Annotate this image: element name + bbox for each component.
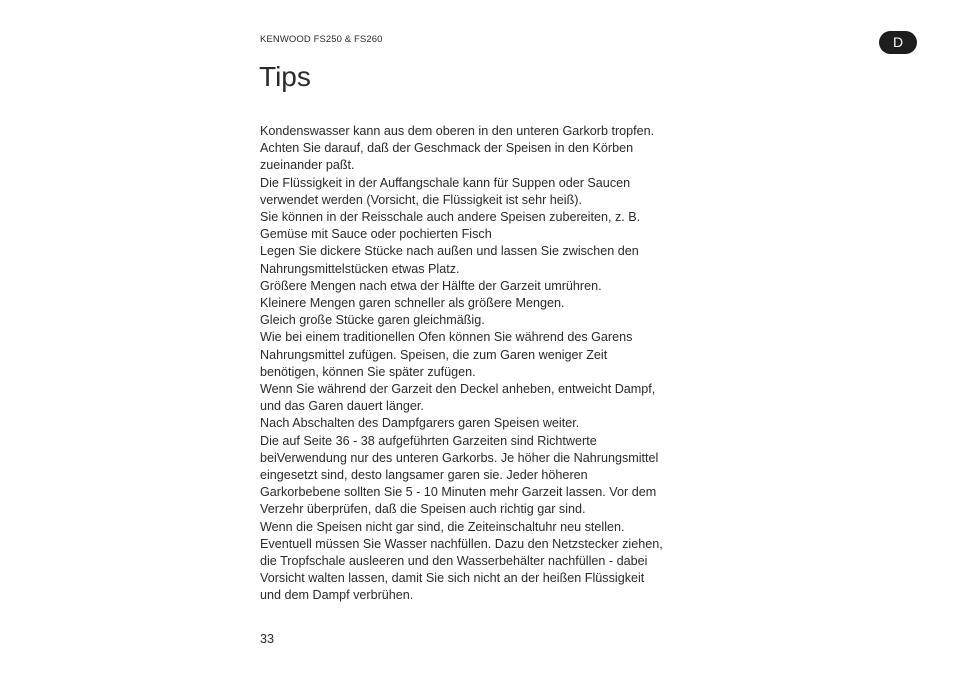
- body-line: die Tropfschale ausleeren und den Wasserbehälter nachfüllen - dabei: [260, 554, 648, 569]
- body-line: beiVerwendung nur des unteren Garkorbs. Je höher die Nahrungsmittel: [260, 450, 659, 465]
- body-line: Die Flüssigkeit in der Auffangschale kann für Suppen oder Saucen: [260, 175, 631, 190]
- body-line: verwendet werden (Vorsicht, die Flüssigkeit ist sehr heiß).: [260, 192, 582, 207]
- document-header: KENWOOD FS250 & FS260: [260, 34, 383, 45]
- body-line: zueinander paßt.: [260, 158, 355, 173]
- language-badge: D: [879, 31, 917, 54]
- page-title: Tips: [259, 61, 311, 92]
- body-line: Achten Sie darauf, daß der Geschmack der Speisen in den Körben: [260, 141, 634, 156]
- body-line: Nach Abschalten des Dampfgarers garen Speisen weiter.: [260, 416, 580, 431]
- body-line: Garkorbebene sollten Sie 5 - 10 Minuten mehr Garzeit lassen. Vor dem: [260, 485, 657, 500]
- body-line: Legen Sie dickere Stücke nach außen und lassen Sie zwischen den: [260, 244, 639, 259]
- page-number: 33: [260, 632, 275, 646]
- body-line: Wenn Sie während der Garzeit den Deckel anheben, entweicht Dampf,: [260, 382, 656, 397]
- body-line: Eventuell müssen Sie Wasser nachfüllen. Dazu den Netzstecker ziehen,: [260, 536, 663, 551]
- body-line: Wenn die Speisen nicht gar sind, die Zeiteinschaltuhr neu stellen.: [260, 519, 625, 534]
- body-line: eingesetzt sind, desto langsamer garen sie. Jeder höheren: [260, 468, 588, 483]
- body-line: Kleinere Mengen garen schneller als größere Mengen.: [260, 296, 565, 311]
- tips-body: [260, 123, 700, 605]
- body-line: Kondenswasser kann aus dem oberen in den unteren Garkorb tropfen.: [260, 124, 655, 138]
- body-line: Wie bei einem traditionellen Ofen können Sie während des Garens: [260, 330, 633, 345]
- body-line: Größere Mengen nach etwa der Hälfte der Garzeit umrühren.: [260, 278, 602, 293]
- body-line: Nahrungsmittel zufügen. Speisen, die zum Garen weniger Zeit: [260, 347, 608, 362]
- body-line: und das Garen dauert länger.: [260, 399, 424, 414]
- body-line: Sie können in der Reisschale auch andere Speisen zubereiten, z. B.: [260, 210, 641, 225]
- body-line: Gleich große Stücke garen gleichmäßig.: [260, 313, 485, 328]
- body-line: Verzehr überprüfen, daß die Speisen auch richtig gar sind.: [260, 502, 586, 517]
- body-line: Nahrungsmittelstücken etwas Platz.: [260, 261, 460, 276]
- body-line: und dem Dampf verbrühen.: [260, 588, 414, 603]
- body-line: Die auf Seite 36 - 38 aufgeführten Garzeiten sind Richtwerte: [260, 433, 597, 448]
- body-line: Vorsicht walten lassen, damit Sie sich nicht an der heißen Flüssigkeit: [260, 571, 645, 586]
- body-line: Gemüse mit Sauce oder pochierten Fisch: [260, 227, 492, 242]
- body-line: benötigen, können Sie später zufügen.: [260, 364, 476, 379]
